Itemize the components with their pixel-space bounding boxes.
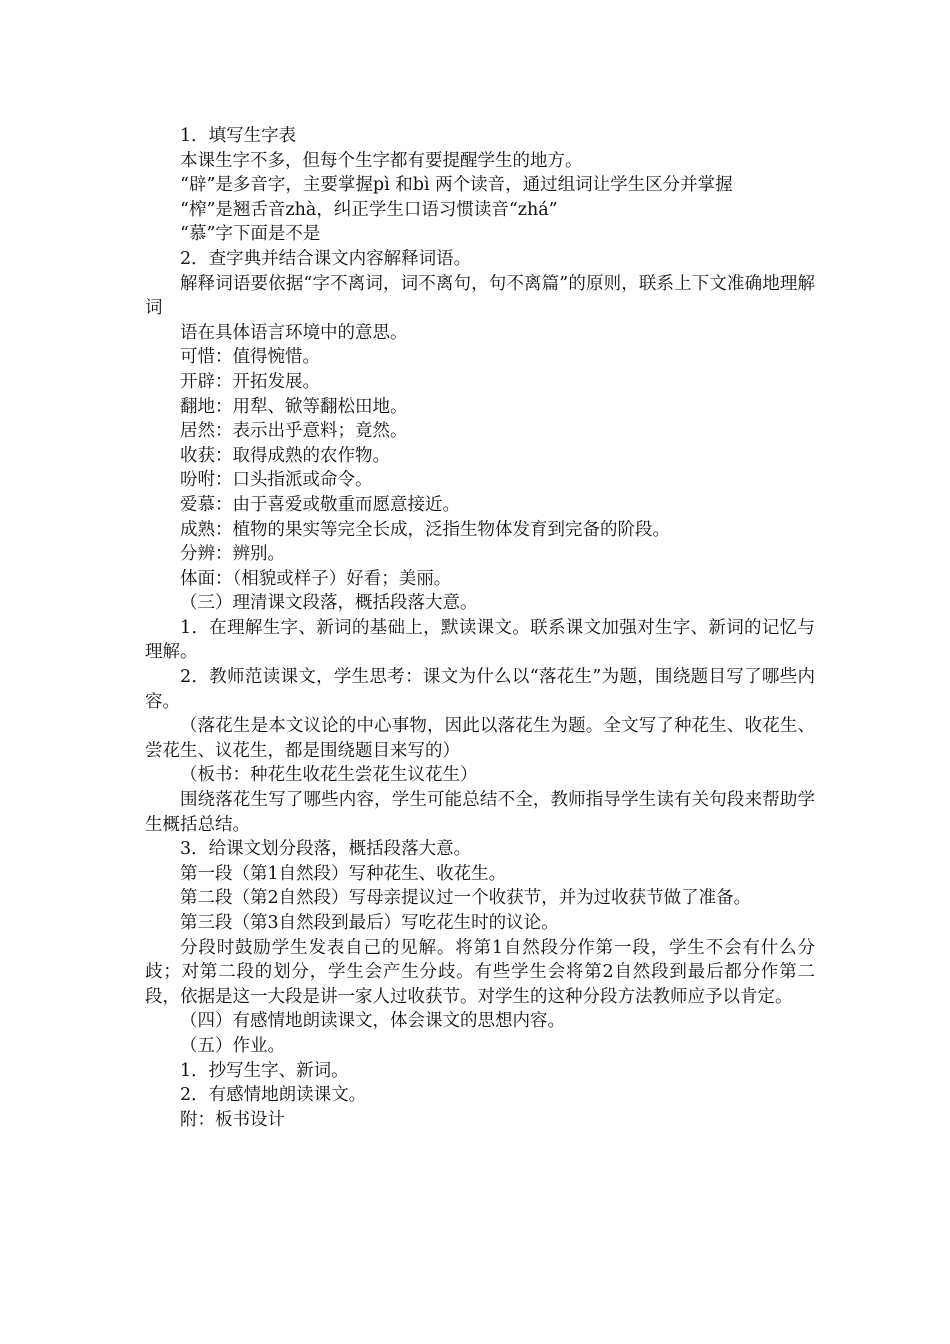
paragraph: 体面：（相貌或样子）好看；美丽。 [180, 568, 452, 589]
paragraph: 1．在理解生字、新词的基础上，默读课文。联系课文加强对生字、新词的记忆与理解。 [145, 617, 815, 663]
paragraph: 2．有感情地朗读课文。 [180, 1085, 367, 1106]
section-heading: （四）有感情地朗读课文，体会课文的思想内容。 [180, 1011, 565, 1032]
paragraph: 围绕落花生写了哪些内容，学生可能总结不全，教师指导学生读有关句段来帮助学生概括总结。 [145, 790, 815, 835]
paragraph: 1．抄写生字、新词。 [180, 1060, 349, 1081]
paragraph: “慕”字下面是不是 [180, 224, 321, 245]
paragraph: 收获：取得成熟的农作物。 [180, 445, 390, 466]
paragraph: 解释词语要依据“字不离词，词不离句，句不离篇”的原则，联系上下文准确地理解词 [145, 273, 815, 319]
paragraph: 2．查字典并结合课文内容解释词语。 [180, 248, 472, 269]
paragraph: 3．给课文划分段落，概括段落大意。 [180, 839, 472, 860]
section-heading: （三）理清课文段落，概括段落大意。 [180, 593, 478, 614]
document-page [145, 124, 815, 1132]
paragraph: 分段时鼓励学生发表自己的见解。将第1自然段分作第一段，学生不会有什么分歧；对第二段的划分，学生会产生分歧。有些学生会将第2自然段到最后都分作第二段，依据是这一大段是讲一家人过收获节。对学生的这种分段方法教师应予以肯定。 [145, 937, 815, 1007]
paragraph: 分辨：辨别。 [180, 544, 285, 565]
paragraph: 可惜：值得惋惜。 [180, 347, 320, 368]
paragraph: 爱慕：由于喜爱或敬重而愿意接近。 [180, 494, 460, 515]
paragraph: 语在具体语言环境中的意思。 [180, 322, 408, 343]
paragraph: 成熟：植物的果实等完全长成，泛指生物体发育到完备的阶段。 [180, 519, 670, 540]
paragraph: 附：板书设计 [180, 1109, 285, 1130]
paragraph: “榨”是翘舌音zhà，纠正学生口语习惯读音“zhá” [180, 199, 558, 220]
paragraph: 翻地：用犁、锨等翻松田地。 [180, 396, 408, 417]
paragraph: 第三段（第3自然段到最后）写吃花生时的议论。 [180, 913, 559, 933]
section-heading: （五）作业。 [180, 1035, 285, 1056]
paragraph: （落花生是本文议论的中心事物，因此以落花生为题。全文写了种花生、收花生、尝花生、议花生，都是围绕题目来写的） [145, 716, 815, 761]
paragraph: 开辟：开拓发展。 [180, 371, 320, 392]
paragraph: “辟”是多音字，主要掌握pì 和bì 两个读音，通过组词让学生区分并掌握 [180, 175, 733, 196]
paragraph: 吩咐：口头指派或命令。 [180, 470, 373, 491]
paragraph: 2．教师范读课文，学生思考：课文为什么以“落花生”为题，围绕题目写了哪些内容。 [145, 667, 815, 712]
paragraph: 1．填写生字表 [180, 126, 297, 146]
paragraph: 第二段（第2自然段）写母亲提议过一个收获节，并为过收获节做了准备。 [180, 888, 752, 909]
paragraph: 居然：表示出乎意料；竟然。 [180, 421, 408, 442]
paragraph: （板书：种花生收花生尝花生议花生） [180, 765, 478, 786]
paragraph: 第一段（第1自然段）写种花生、收花生。 [180, 863, 507, 884]
paragraph: 本课生字不多，但每个生字都有要提醒学生的地方。 [180, 150, 583, 171]
